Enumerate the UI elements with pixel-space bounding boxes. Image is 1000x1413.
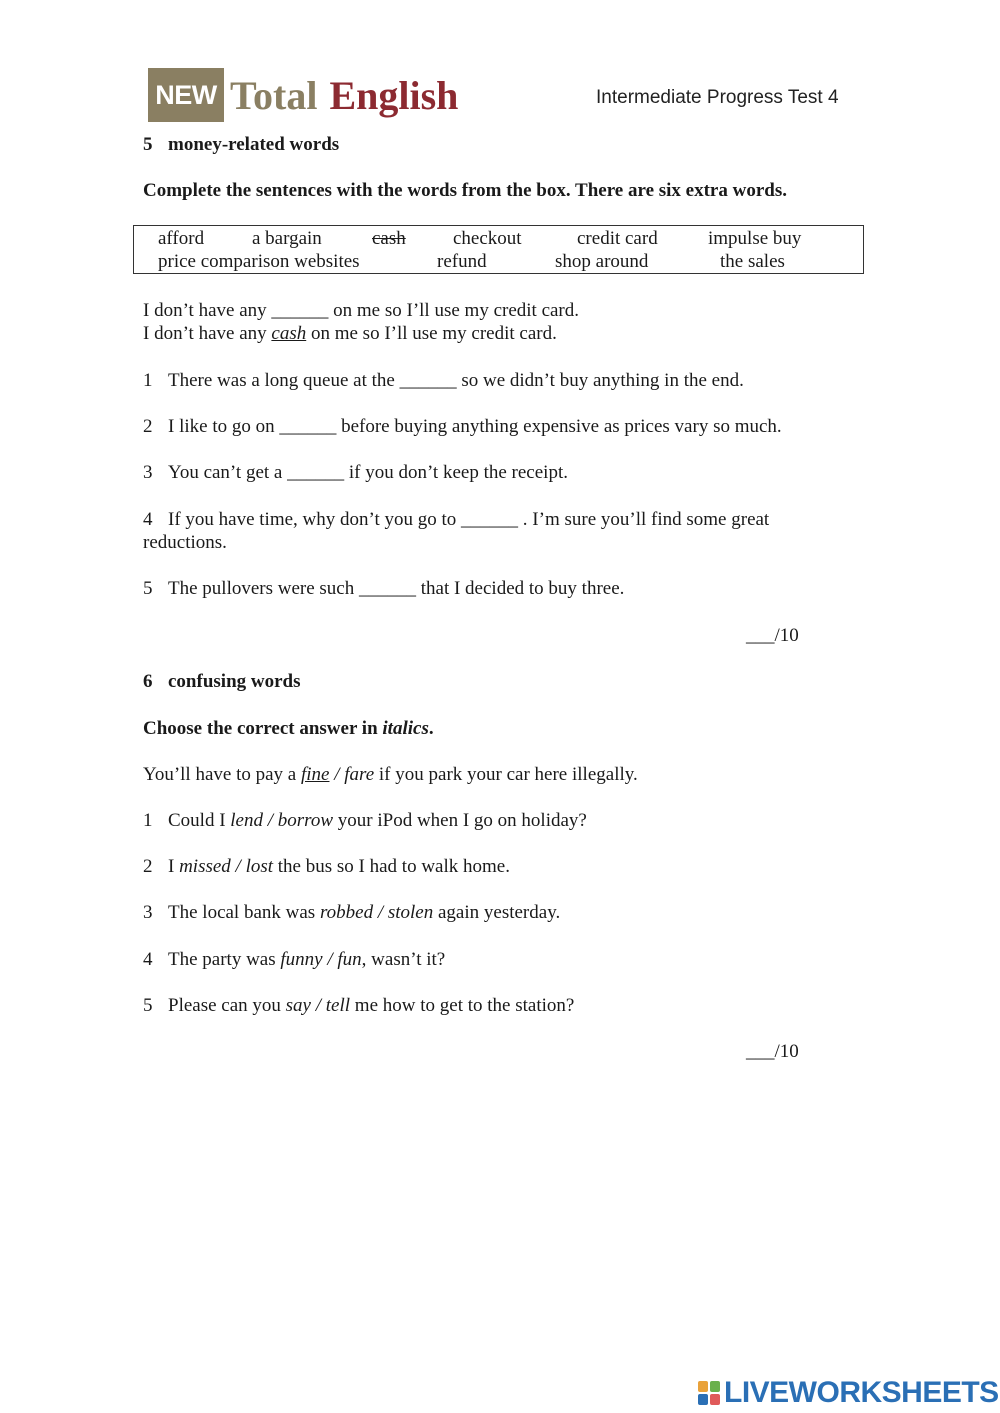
section5-number: 5 xyxy=(143,134,153,155)
choice-number: 4 xyxy=(143,949,153,970)
choice-post: the bus so I had to walk home. xyxy=(273,856,510,877)
word-box-item: afford xyxy=(158,228,205,249)
liveworksheets-icon xyxy=(698,1381,720,1405)
example-answer-post: on me so I’ll use my credit card. xyxy=(306,323,557,344)
question-text: If you have time, why don’t you go to ______ . I’m sure you’ll find some great xyxy=(168,509,770,530)
section6-score: ___/10 xyxy=(746,1041,799,1062)
choice-item xyxy=(143,901,560,924)
logo-english-text: English xyxy=(329,72,459,118)
choice-post: again yesterday. xyxy=(433,902,561,923)
choice-pre: The party was xyxy=(168,949,281,970)
word-box-item-crossed: cash xyxy=(372,228,406,249)
question-number: 2 xyxy=(143,416,153,437)
question-text: I like to go on ______ before buying anything expensive as prices vary so much. xyxy=(168,416,782,437)
question-text: You can’t get a ______ if you don’t keep the receipt. xyxy=(168,462,568,483)
example-other-option: / fare xyxy=(329,764,375,785)
logo-total-text: Total xyxy=(230,72,318,118)
word-box-item: shop around xyxy=(555,251,649,272)
choice-item xyxy=(143,994,574,1017)
choice-number: 2 xyxy=(143,856,153,877)
question-item xyxy=(143,415,782,438)
word-box-item: the sales xyxy=(720,251,785,272)
choice-options: lend / borrow xyxy=(230,810,334,831)
question-item xyxy=(143,369,744,392)
example-question: I don’t have any ______ on me so I’ll use my credit card. xyxy=(143,300,580,321)
example-answer-word: cash xyxy=(271,323,307,344)
question-number: 4 xyxy=(143,509,153,530)
instruction-pre: Choose the correct answer in xyxy=(143,718,383,739)
choice-item xyxy=(143,855,510,878)
question-item xyxy=(143,508,769,531)
choice-item xyxy=(143,948,445,971)
example-correct-option: fine xyxy=(300,764,330,785)
word-box-item: a bargain xyxy=(252,228,322,249)
section5-score: ___/10 xyxy=(746,625,799,646)
choice-post: , wasn’t it? xyxy=(361,949,446,970)
choice-post: your iPod when I go on holiday? xyxy=(333,810,587,831)
example-post: if you park your car here illegally. xyxy=(374,764,638,785)
choice-pre: Please can you xyxy=(168,995,286,1016)
section5-instruction: Complete the sentences with the words from the box. There are six extra words. xyxy=(143,180,787,201)
word-box-item: price comparison websites xyxy=(158,251,360,272)
question-item xyxy=(143,577,624,600)
section6-number: 6 xyxy=(143,671,153,692)
example-answer-pre: I don’t have any xyxy=(143,323,272,344)
question-text-continued: reductions. xyxy=(143,532,227,553)
choice-options: missed / lost xyxy=(179,856,274,877)
question-number: 5 xyxy=(143,578,153,599)
choice-options: funny / fun xyxy=(280,949,362,970)
example-answer xyxy=(143,322,557,345)
section5-heading xyxy=(143,133,339,156)
choice-options: robbed / stolen xyxy=(319,902,434,923)
section6-heading xyxy=(143,670,301,693)
word-box-item: credit card xyxy=(577,228,658,249)
choice-item xyxy=(143,809,587,832)
instruction-post: . xyxy=(428,718,434,739)
test-title: Intermediate Progress Test 4 xyxy=(596,87,839,108)
example-pre: You’ll have to pay a xyxy=(143,764,301,785)
liveworksheets-text: LIVEWORKSHEETS xyxy=(724,1376,999,1409)
word-box-item: checkout xyxy=(453,228,522,249)
choice-pre: The local bank was xyxy=(168,902,320,923)
word-box-item: impulse buy xyxy=(708,228,802,249)
question-text: The pullovers were such ______ that I decided to buy three. xyxy=(168,578,625,599)
question-number: 3 xyxy=(143,462,153,483)
choice-pre: Could I xyxy=(168,810,231,831)
section6-title: confusing words xyxy=(168,671,301,692)
question-number: 1 xyxy=(143,370,153,391)
logo-new-badge: NEW xyxy=(148,68,224,122)
liveworksheets-logo xyxy=(698,1376,999,1410)
choice-number: 1 xyxy=(143,810,153,831)
question-item xyxy=(143,461,568,484)
choice-post: me how to get to the station? xyxy=(350,995,575,1016)
word-box xyxy=(133,225,864,274)
choice-pre: I xyxy=(168,856,180,877)
question-text: There was a long queue at the ______ so we didn’t buy anything in the end. xyxy=(168,370,744,391)
choice-options: say / tell xyxy=(285,995,351,1016)
section6-example xyxy=(143,763,638,786)
word-box-item: refund xyxy=(437,251,487,272)
choice-number: 5 xyxy=(143,995,153,1016)
brand-logo xyxy=(148,68,458,122)
section6-instruction xyxy=(143,717,434,740)
instruction-italic: italics xyxy=(382,718,429,739)
section5-title: money-related words xyxy=(168,134,340,155)
choice-number: 3 xyxy=(143,902,153,923)
